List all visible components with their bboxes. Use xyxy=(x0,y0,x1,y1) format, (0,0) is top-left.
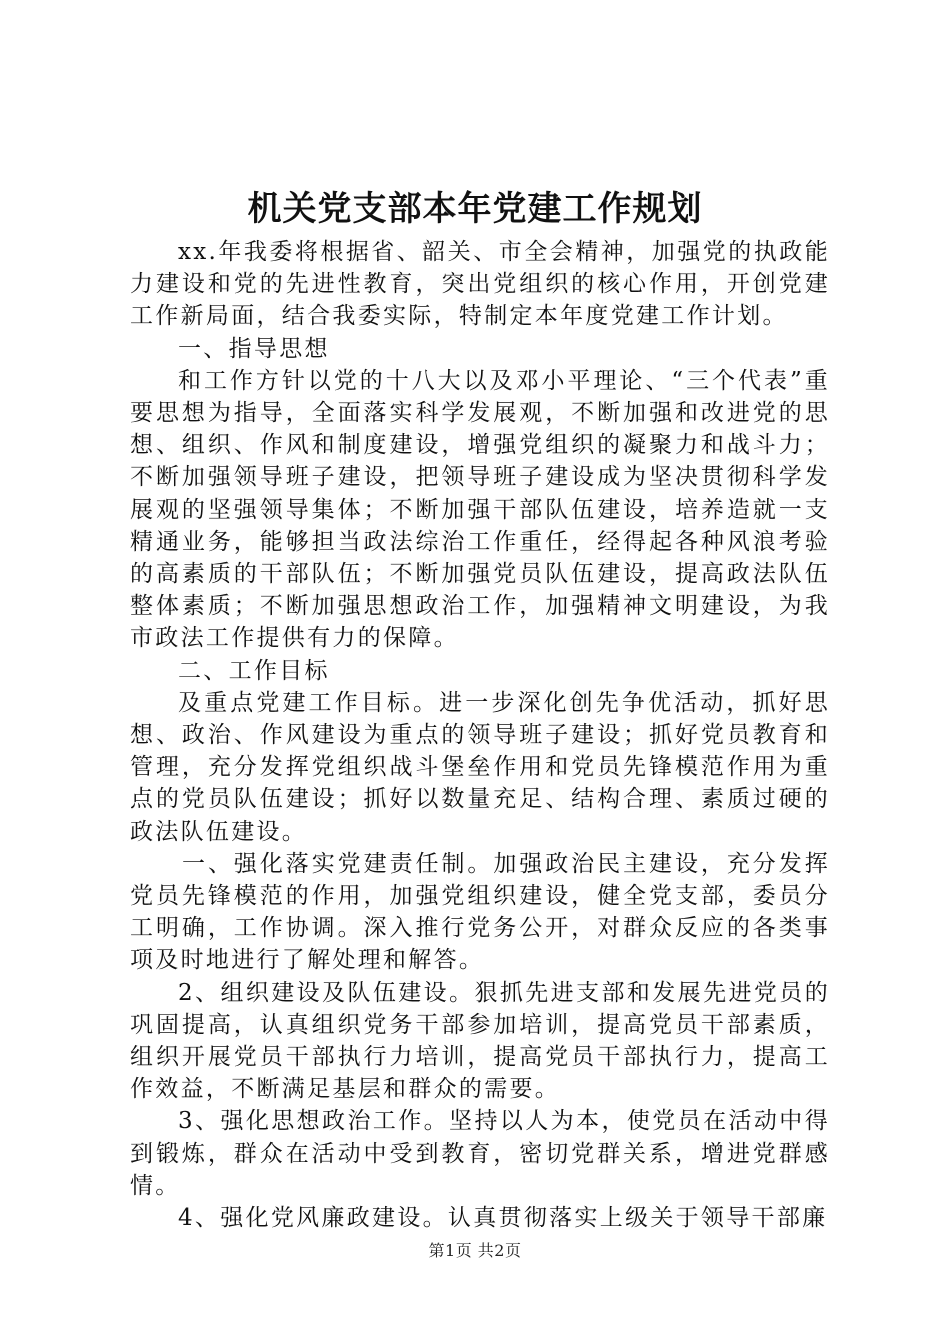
document-body xyxy=(130,236,830,1234)
item-1-paragraph: 一、强化落实党建责任制。加强政治民主建设，充分发挥党员先锋模范的作用，加强党组织建设，健全党支部，委员分工明确，工作协调。深入推行党务公开，对群众反应的各类事项及时地进行了解处理和解答。 xyxy=(130,850,830,974)
item-2-paragraph: 2、组织建设及队伍建设。狠抓先进支部和发展先进党员的巩固提高，认真组织党务干部参加培训，提高党员干部素质，组织开展党员干部执行力培训，提高党员干部执行力，提高工作效益，不断满足基层和群众的需要。 xyxy=(130,979,830,1103)
item-3-paragraph: 3、强化思想政治工作。坚持以人为本，使党员在活动中得到锻炼，群众在活动中受到教育，密切党群关系，增进党群感情。 xyxy=(130,1108,830,1199)
work-goals-paragraph: 及重点党建工作目标。进一步深化创先争优活动，抓好思想、政治、作风建设为重点的领导班子建设；抓好党员教育和管理，充分发挥党组织战斗堡垒作用和党员先锋模范作用为重点的党员队伍建设；抓好以数量充足、结构合理、素质过硬的政法队伍建设。 xyxy=(130,689,830,845)
section-heading-guiding-ideology: 一、指导思想 xyxy=(178,335,330,362)
page-indicator: 第1页 共2页 xyxy=(428,1241,522,1260)
document-title: 机关党支部本年党建工作规划 xyxy=(247,189,703,229)
guiding-ideology-paragraph: 和工作方针以党的十八大以及邓小平理论、“三个代表”重要思想为指导，全面落实科学发展观，不断加强和改进党的思想、组织、作风和制度建设，增强党组织的凝聚力和战斗力；不断加强领导班子建设，把领导班子建设成为坚决贯彻科学发展观的坚强领导集体；不断加强干部队伍建设，培养造就一支精通业务，能够担当政法综治工作重任，经得起各种风浪考验的高素质的干部队伍；不断加强党员队伍建设，提高政法队伍整体素质；不断加强思想政治工作，加强精神文明建设，为我市政法工作提供有力的保障。 xyxy=(130,367,830,652)
section-heading-work-goals: 二、工作目标 xyxy=(178,657,330,684)
item-4-paragraph: 4、强化党风廉政建设。认真贯彻落实上级关于领导干部廉 xyxy=(178,1205,828,1232)
intro-paragraph: xx.年我委将根据省、韶关、市全会精神，加强党的执政能力建设和党的先进性教育，突出党组织的核心作用，开创党建工作新局面，结合我委实际，特制定本年度党建工作计划。 xyxy=(130,239,830,330)
